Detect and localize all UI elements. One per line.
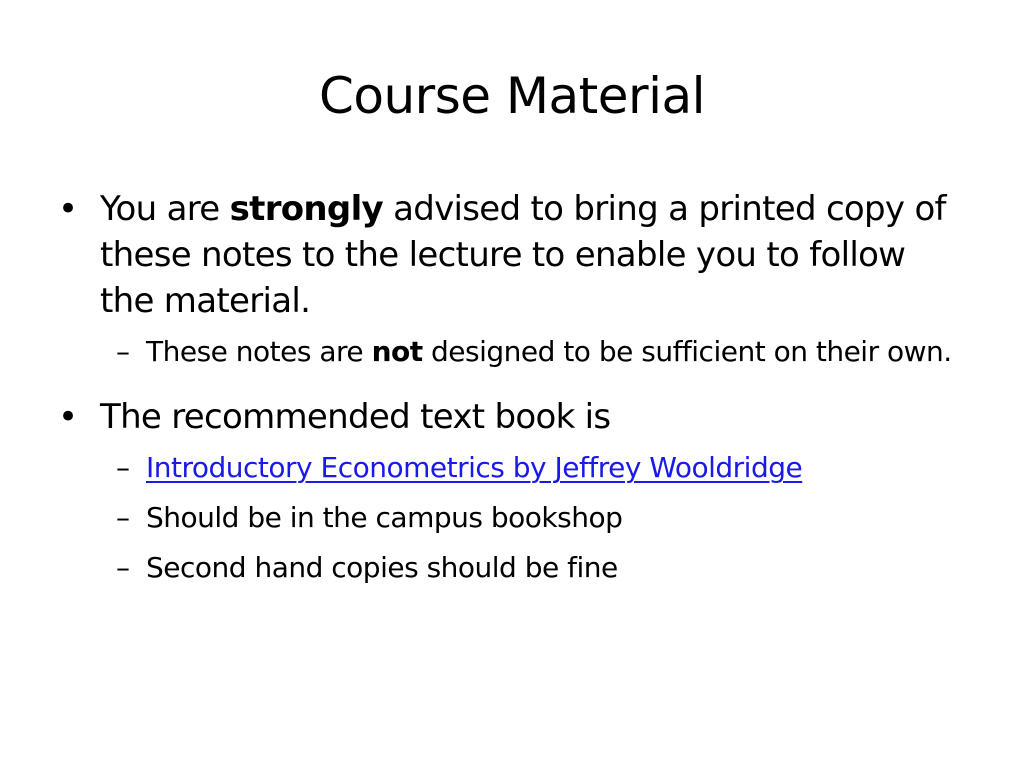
subbullet-text-bold: not — [371, 335, 423, 368]
subbullet-text: Second hand copies should be fine — [146, 551, 618, 584]
subbullet-text: Should be in the campus bookshop — [146, 501, 623, 534]
bullet-text-before: You are — [100, 189, 220, 229]
bullet-text: The recommended text book is — [100, 397, 611, 437]
bullet-marker: • — [58, 397, 78, 437]
bullet-marker: • — [58, 189, 78, 229]
subbullet-item-notes-not-sufficient — [100, 332, 958, 372]
subbullet-item-book-link — [100, 448, 958, 488]
bullet-text-after: advised to bring a printed copy of these notes to the lecture to enable you to follow the material. — [100, 189, 946, 321]
book-link[interactable]: Introductory Econometrics by Jeffrey Wooldridge — [146, 451, 803, 484]
bullet-text-bold: strongly — [229, 189, 383, 229]
subbullet-item-second-hand — [100, 548, 958, 588]
bullet-item-recommended-book — [58, 394, 958, 440]
slide-title: Course Material — [318, 67, 706, 125]
dash-marker: – — [116, 551, 130, 584]
slide-body — [58, 186, 958, 598]
dash-marker: – — [116, 451, 130, 484]
subbullet-text-after: designed to be sufficient on their own. — [431, 335, 952, 368]
dash-marker: – — [116, 501, 130, 534]
dash-marker: – — [116, 335, 130, 368]
bullet-item-bring-notes — [58, 186, 958, 324]
subbullet-item-campus-bookshop — [100, 498, 958, 538]
subbullet-text-before: These notes are — [146, 335, 364, 368]
